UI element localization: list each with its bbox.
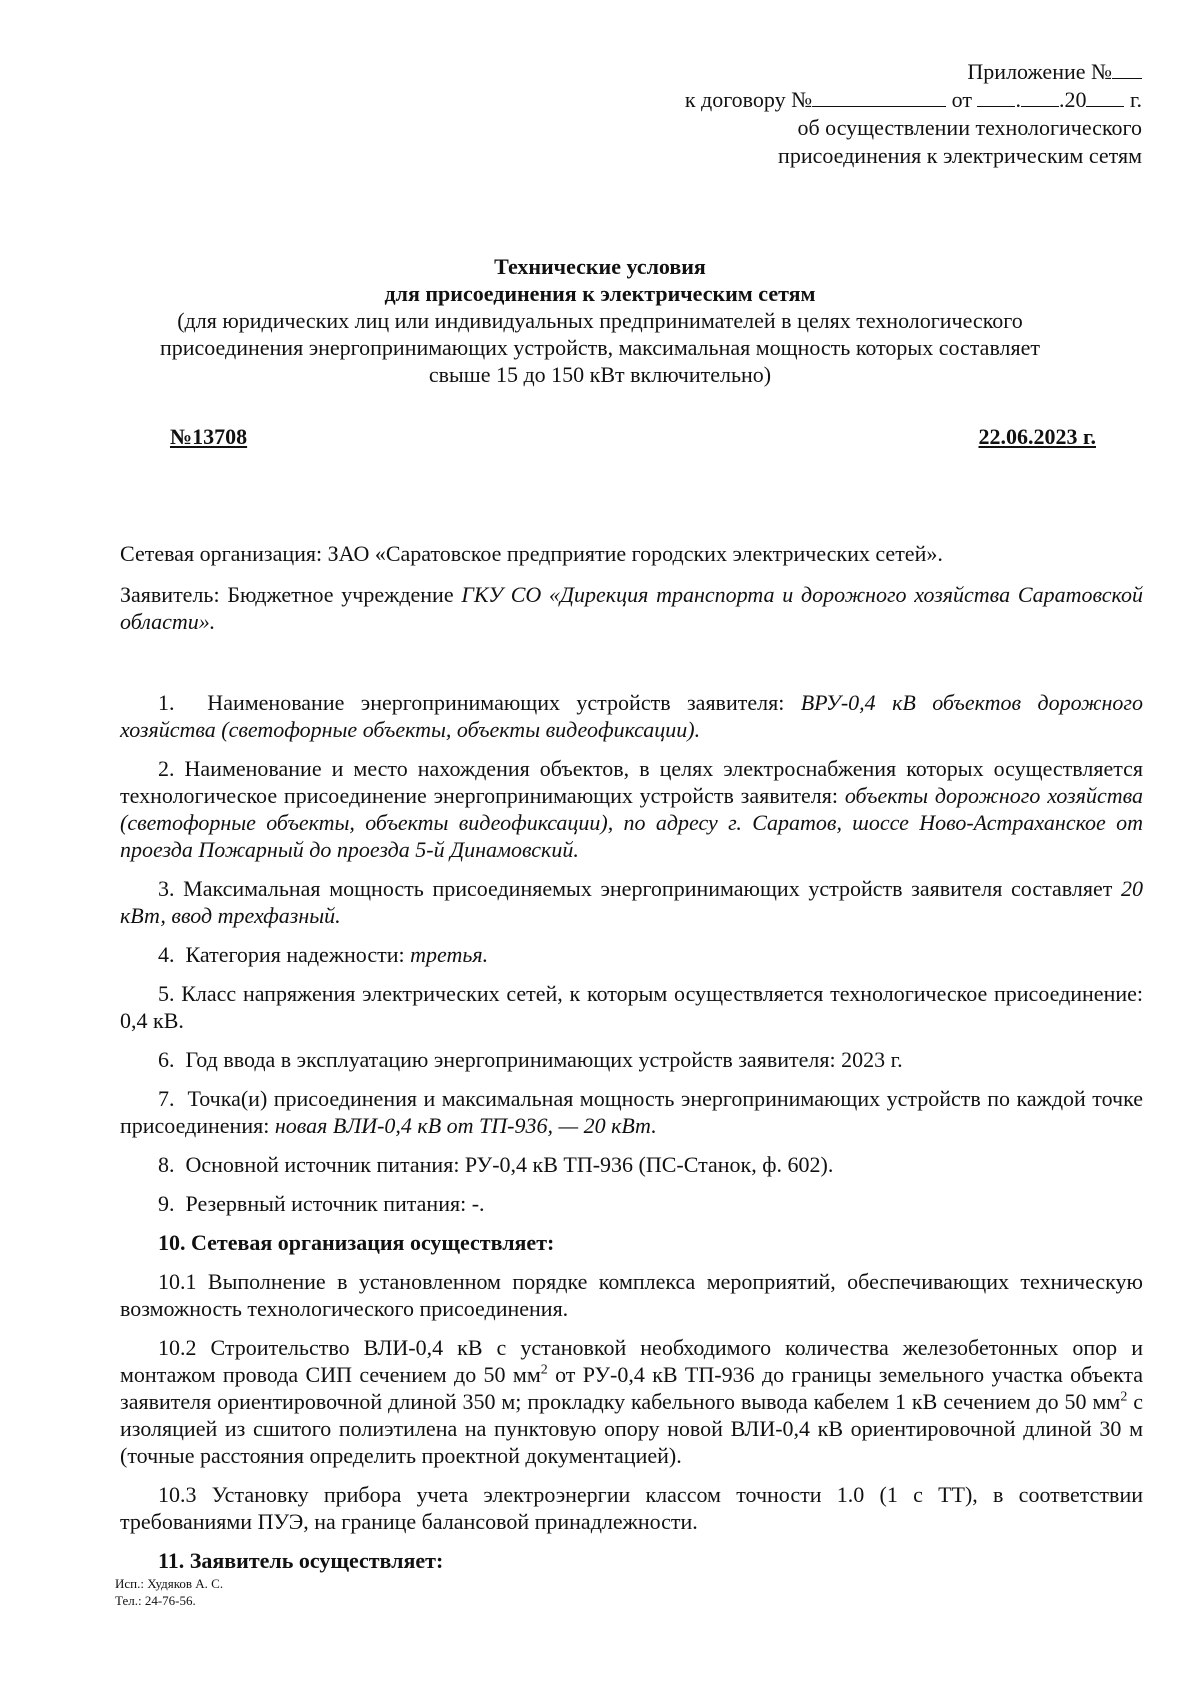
item-4: 4. Категория надежности: третья. [158,942,489,967]
appendix-line: Приложение № [685,58,1142,86]
blank-field [977,86,1015,107]
executor-footer [115,1575,223,1609]
document-title [100,253,1100,388]
contract-line: к договору № от . .20 г. [684,87,1142,112]
item-3: 3. Максимальная мощность присоединяемых энергопринимающих устройств заявителя составляет 20 кВт, ввод трехфазный. [120,876,1143,928]
blank-field [1021,86,1059,107]
blank-field [1112,58,1142,79]
title-line-3: (для юридических лиц или индивидуальных предпринимателей в целях технологического [177,308,1023,333]
executor-phone: Тел.: 24-76-56. [115,1593,196,1608]
title-line-1: Технические условия [494,254,706,279]
item-5: 5. Класс напряжения электрических сетей, к которым осуществляется технологическое присоединение: 0,4 кВ. [120,981,1143,1033]
item-7: 7. Точка(и) присоединения и максимальная мощность энергопринимающих устройств по каждой точке присоединения: новая ВЛИ-0,4 кВ от ТП-936, — 20 кВт. [120,1086,1143,1138]
section-11-title: 11. Заявитель осуществляет: [158,1548,444,1573]
header-line-3: об осуществлении технологического [797,115,1142,140]
title-line-2: для присоединения к электрическим сетям [384,281,816,306]
applicant-name: ГКУ СО «Дирекция транспорта и дорожного хозяйства Саратовской области». [120,582,1144,634]
appendix-header [685,58,1142,170]
executor-name: Исп.: Худяков А. С. [115,1576,224,1591]
subitem-10-1: 10.1 Выполнение в установленном порядке комплекса мероприятий, обеспечивающих техническую возможность технологического присоединения. [120,1269,1143,1321]
item-2: 2. Наименование и место нахождения объектов, в целях электроснабжения которых осуществляется технологическое присоединение энергопринимающих устройств заявителя: объекты дорожного хозяйства (светофорные объекты, объекты видеофиксации), по адресу г. Саратов, шоссе Ново-Астраханское от проезда Пожарный до проезда 5-й Динамовский. [120,756,1143,862]
network-organization: Сетевая организация: ЗАО «Саратовское предприятие городских электрических сетей». [120,541,943,566]
header-line-4: присоединения к электрическим сетям [778,143,1142,168]
item-9: 9. Резервный источник питания: -. [158,1191,485,1216]
document-date: 22.06.2023 г. [978,424,1096,449]
item-6: 6. Год ввода в эксплуатацию энергопринимающих устройств заявителя: 2023 г. [158,1047,903,1072]
subitem-10-3: 10.3 Установку прибора учета электроэнергии классом точности 1.0 (1 с ТТ), в соответствии требованиями ПУЭ, на границе балансовой принадлежности. [120,1482,1143,1534]
document-number: №13708 [170,424,248,449]
title-line-5: свыше 15 до 150 кВт включительно) [428,362,772,387]
blank-field [812,86,946,107]
blank-field [1086,86,1124,107]
title-line-4: присоединения энергопринимающих устройств, максимальная мощность которых составляет [159,335,1041,360]
section-10-title: 10. Сетевая организация осуществляет: [158,1230,555,1255]
applicant: Заявитель: Бюджетное учреждение ГКУ СО «Дирекция транспорта и дорожного хозяйства Саратовской области». [120,582,1144,634]
item-8: 8. Основной источник питания: РУ-0,4 кВ ТП-936 (ПС-Станок, ф. 602). [158,1152,834,1177]
subitem-10-2: 10.2 Строительство ВЛИ-0,4 кВ с установкой необходимого количества железобетонных опор и монтажом провода СИП сечением до 50 $мм^2$ от РУ-0,4 кВ ТП-936 до границы земельного участка объекта заявителя ориентировочной длиной 350 м; прокладку кабельного вывода кабелем 1 кВ сечением до 50 $мм^2$ с изоляцией из сшитого полиэтилена на пунктовую опору новой ВЛИ-0,4 кВ ориентировочной длиной 30 м (точные расстояния определить проектной документацией). [120,1335,1144,1468]
item-1: 1. Наименование энергопринимающих устройств заявителя: ВРУ-0,4 кВ объектов дорожного хозяйства (светофорные объекты, объекты видеофиксации). [120,690,1143,742]
document-body [120,540,1143,1586]
